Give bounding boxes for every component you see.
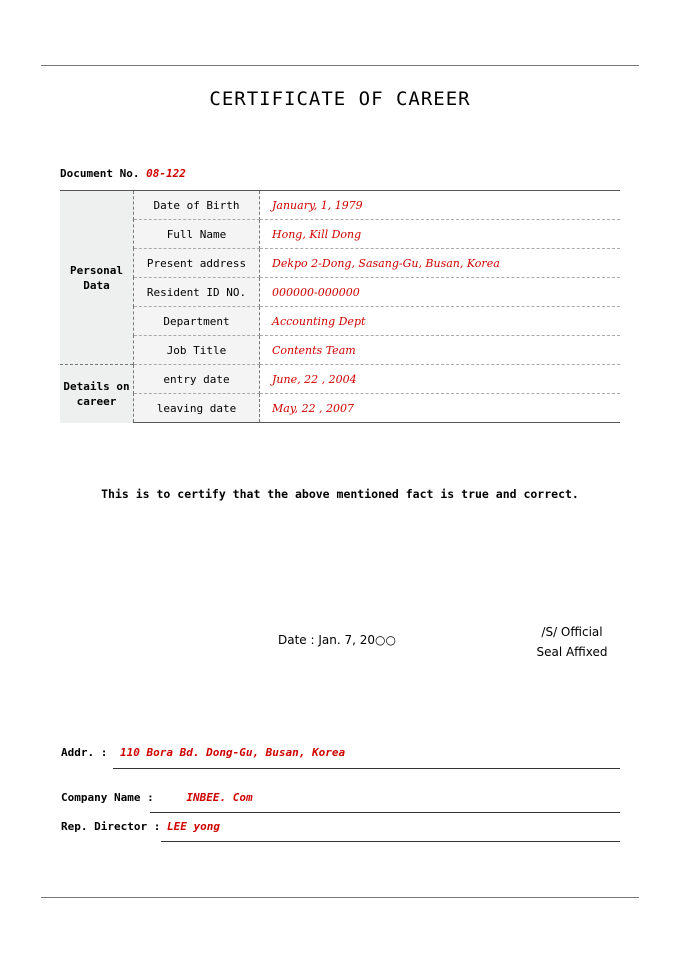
row-value: Contents Team xyxy=(260,336,621,365)
table-row xyxy=(60,307,620,336)
row-value: 000000-000000 xyxy=(260,278,621,307)
table-row xyxy=(60,336,620,365)
certification-statement: This is to certify that the above mentioned fact is true and correct. xyxy=(101,487,579,501)
career-details-group: Details on career xyxy=(60,365,134,423)
address-value: 110 Bora Bd. Dong-Gu, Busan, Korea xyxy=(119,746,346,759)
row-label: entry date xyxy=(134,365,260,394)
table-row xyxy=(60,365,620,394)
director-value: LEE yong xyxy=(166,820,220,833)
company-label: Company Name : xyxy=(61,791,154,804)
document-number-label: Document No. xyxy=(60,167,140,180)
row-value: Hong, Kill Dong xyxy=(260,220,621,249)
personal-data-group: Personal Data xyxy=(60,191,134,365)
table-row xyxy=(60,394,620,423)
row-label: Job Title xyxy=(134,336,260,365)
company-underline xyxy=(150,812,620,813)
row-value: January, 1, 1979 xyxy=(260,191,621,220)
seal-line-1: /S/ Official xyxy=(541,625,603,639)
table-row xyxy=(60,249,620,278)
director-field xyxy=(61,820,220,833)
row-label: Resident ID NO. xyxy=(134,278,260,307)
director-underline xyxy=(161,841,620,842)
row-label: leaving date xyxy=(134,394,260,423)
company-value: INBEE. Com xyxy=(186,791,253,804)
official-seal-note xyxy=(532,622,612,662)
document-number-value: 08-122 xyxy=(146,167,186,180)
row-label: Date of Birth xyxy=(134,191,260,220)
issue-date: Date : Jan. 7, 20○○ xyxy=(278,633,396,647)
row-value: June, 22 , 2004 xyxy=(260,365,621,394)
career-info-table xyxy=(60,190,620,423)
director-label: Rep. Director : xyxy=(61,820,161,833)
document-number xyxy=(60,167,186,180)
row-label: Department xyxy=(134,307,260,336)
table-row xyxy=(60,278,620,307)
document-title: CERTIFICATE OF CAREER xyxy=(209,88,471,110)
row-value: Dekpo 2-Dong, Sasang-Gu, Busan, Korea xyxy=(260,249,621,278)
bottom-rule xyxy=(41,897,639,898)
address-underline xyxy=(113,768,620,769)
company-field xyxy=(61,791,253,804)
address-field xyxy=(61,746,345,759)
row-label: Full Name xyxy=(134,220,260,249)
row-label: Present address xyxy=(134,249,260,278)
row-value: May, 22 , 2007 xyxy=(260,394,621,423)
address-label: Addr. : xyxy=(61,746,108,759)
table-row xyxy=(60,191,620,220)
top-rule xyxy=(41,65,639,66)
table-row xyxy=(60,220,620,249)
seal-line-2: Seal Affixed xyxy=(536,645,608,659)
row-value: Accounting Dept xyxy=(260,307,621,336)
